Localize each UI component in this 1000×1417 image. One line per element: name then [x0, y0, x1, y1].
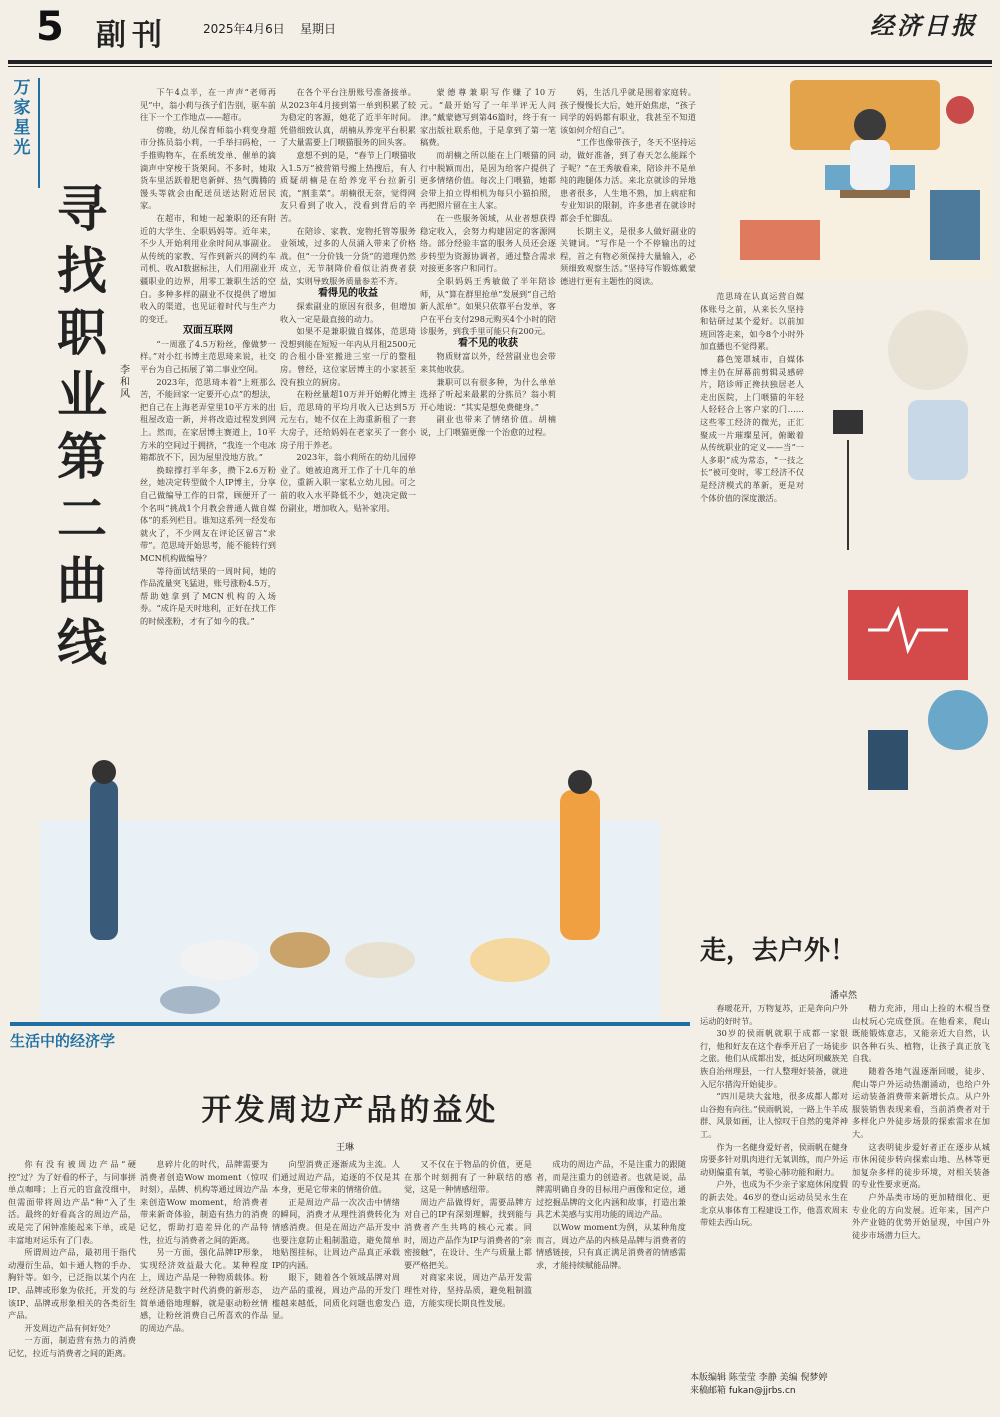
- econ-headline: 开发周边产品的益处: [201, 1093, 499, 1128]
- feature2-byline: 潘卓然: [830, 991, 858, 1001]
- subhead-2: 看得见的收益: [318, 287, 378, 299]
- feature-byline: 李和风: [120, 365, 130, 400]
- article-column-3: 蒙德尊兼职写作赚了10万元。“最开始写了一年半评无人问津。”戴蒙德写到第46篇时，终于有一家出版社联系他，于是拿到了第一笔稿费。 而胡楠之所以能在上门喂猫的同行中脱颖而出，是因为给客户提供了更多情绪价值。每次上门喂猫，她都会带上拍立得相机为每只小猫拍照，再把照片留在主人家。 在一些服务领域，从业者想获得稳定收入，会努力构建固定的客源网络。部分经验丰富的服务人员还会逐步转型为资源协调者，通过整合需求对接更多客户和同行。 全职妈妈王秀敏做了半年陪诊师，从“算在群里抢单”发展到“自己给新人派单”。如果只依靠平台发单，客户在平台支付298元购买4个小时的陪诊服务，到我手里可能只有200元。 看不见的收获 物质财富以外，经营副业也会带来其他收获。 兼职可以有很多种，为什么单单选择了听起来最累的分拣员？翁小莉开心地说：“其实是想免费健身。” 副业也带来了情绪价值。胡楠说，上门喂猫更像一个治愈的过程。: [420, 87, 556, 438]
- masthead-rule-thin: [8, 66, 992, 67]
- econ-column-4: 又不仅在于物品的价值，更是在那个时刻拥有了一种联结的感觉，这是一种情感纽带。 周边产品做得好，需要品牌方对自己的IP有深刻理解，找到能与消费者产生共鸣的核心元素。同时，周边产品作为IP与消费者的“亲密接触”，在设计、生产与质量上都要严格把关。 对商家来说，周边产品开发需理性对待，坚持品质，避免粗制滥造，方能实现长期良性发展。: [404, 1159, 532, 1308]
- subhead-3: 看不见的收获: [458, 337, 518, 349]
- feature2-headline: 走，去户外！: [700, 936, 857, 966]
- article-column-4: 妈，生活几乎就是围着家庭转。孩子慢慢长大后，她开始焦虑，“孩子同学的妈妈都有职业，我甚至不知道该如何介绍自己”。 “工作也像带孩子，冬天不坚持运动，做好准备，到了春天怎么能踩个子呢？”在王秀敏看来，陪诊并不是单纯的跑腿体力活。来北京就诊的异地患者很多，人生地不熟，加上病症和专业知识的限制，许多患者在就诊时都会手忙脚乱。 长期主义，是很多人做好副业的关键词。“写作是一个不停输出的过程，首之有物必须保持大量输入，必须细致观察生活。”坚持写作锻炼戴蒙德进行更有主题性的阅读。: [560, 87, 696, 286]
- masthead: [0, 0, 1000, 58]
- submission-email: 来稿邮箱 fukan@jjrbs.cn: [690, 1386, 796, 1396]
- subhead-1: 双面互联网: [183, 325, 233, 337]
- home-worker-illustration: [720, 70, 992, 280]
- outdoor-column-2: 精力充沛，用山上捡的木棍当登山杖玩心完成登顶。在他看来，爬山既能锻炼意志，又能亲近大自然，认识各种石头、植物，让孩子真正放飞自我。 随着各地气温逐渐回暖，徒步、爬山等户外运动热潮涌动，也给户外运动装备消费带来新增长点。从户外服装销售表现来看，当前消费者对于多样化户外徒步场景的探索需求在加大。 这表明徒步爱好者正在逐步从城市休闲徒步转向探索山地、丛林等更加复杂多样的徒步环境，对相关装备的专业性要求更高。 户外品类市场的更加精细化、更专业化的方向发展。近年来，国产户外产业链的优势开始显现，中国户外徒步市场潜力巨大。: [852, 1003, 990, 1240]
- page-number: 5: [36, 4, 64, 50]
- feature-headline: 寻找职业第二曲线: [57, 179, 107, 672]
- article-intro: 下午4点半，在一声声“老师再见”中，翁小莉与孩子们告别，驱车前往下一个工作地点——超市。: [140, 87, 276, 123]
- section-title: 副刊: [96, 18, 168, 53]
- econ-column-5: 成功的周边产品，不是注重力的跟随者，而是注重力的创造者。也就是说，品牌需明确自身的目标用户画像和定位，通过挖掘品牌的文化内涵和故事，打造出兼具艺术美感与实用功能的周边产品。 以Wow moment为例，从某种角度而言，周边产品的内核是品牌与消费者的情感链接，只有真正满足消费者的情感需求，才能持续赋能品牌。: [536, 1159, 686, 1270]
- econ-rule: [10, 1022, 690, 1026]
- livestream-illustration: [808, 290, 992, 810]
- issue-weekday: 星期日: [300, 22, 337, 36]
- outdoor-column-1: 春暖花开，万物复苏，正是奔向户外运动的好时节。 30岁的侯雨帆就职于成都一家银行，他和好友在这个春季开启了一场徒步之旅。他们从成都出发，抵达阿坝藏族羌族自治州理县，一行人整理好装备，就进入尼尔措沟开始徒步。 “四川是块大盆地，很多成都人都对山谷抱有向往。”侯雨帆说，一路上牛羊成群、风景如画，让人惊叹于自然的鬼斧神工。 作为一名健身爱好者，侯雨帆在健身房要多针对肌肉进行无氧训练，而户外运动则偏重有氧，考验心肺功能和耐力。 户外，也成为不少亲子家庭休闲度假的新去处。46岁的登山运动员吴永生在北京从事体育工程建设工作，他喜欢周末带娃去西山玩。: [700, 1003, 848, 1228]
- econ-column-tag: 生活中的经济学: [10, 1032, 116, 1050]
- article-column-5: 范思琦在认真运营自媒体账号之前，从来长久坚持和钻研过某个爱好。以前加班回答走来，如今8个小时外加直播也不觉得累。 暮色笼罩城市，自媒体博主仍在屏幕前剪辑灵感碎片，陪诊师正搀扶独居老人走出医院，上门喂猫的年轻人轻轻合上客户家的门……这些零工经济的微光，正汇聚成一片璀璨星河，俯瞰着从传统职业的定义——当“一人多职”成为常态，“一技之长”被可变时，零工经济不仅是经济模式的革新，更是对个体价值的深度激活。: [700, 291, 804, 503]
- econ-column-3: 向型消费正逐渐成为主流。人们通过周边产品，追逐的不仅是其本身，更是它带来的情绪价值。 正是周边产品一次次击中情绪的瞬间，消费才从理性消费转化为情感消费。但是在周边产品开发中也要注意防止粗制滥造，避免简单地贴图挂标，让周边产品真正承载IP的内涵。 眼下，随着各个领域品牌对周边产品的重视，周边产品的开发门槛越来越低，同质化问题也愈发凸显。: [272, 1159, 400, 1321]
- editor-credits: [690, 1370, 990, 1410]
- econ-column-1: 你有没有被周边产品“硬控”过？为了好看的杯子，与同事拼单点咖啡；上百元的盲盒没细中，但需面带将周边产品“种”入了生活。最终的好看高含的周边产品，或是完了闲钟准能起来下单，或是丰富地对运乐有了门表。 所谓周边产品，最初用于指代动漫衍生品，如卡通人物的手办、胸针等。如今，已泛指以某个内在IP、品牌或形象为依托，开发的与该IP、品牌或形象相关的各类衍生产品。 开发周边产品有何好处？ 一方面，制造营有热力的消费记忆，拉近与消费者之间的距离。: [8, 1159, 136, 1358]
- econ-column-2: 息碎片化的时代，品牌需要为消费者创造Wow moment（惊叹时刻），品牌、机构等通过周边产品来创造Wow moment，给消费者带来新奇体验，制造有热力的消费记忆，帮助打造差异化的产品特性，拉近与消费者之间的距离。 另一方面，强化品牌IP形象，实现经济效益最大化。某种程度上，周边产品是一种物质载体。粉丝经济是数字时代消费的新形态，简单通俗地理解，就是驱动粉丝情感，让粉丝消费自己所喜欢的作品的周边产品。: [140, 1159, 268, 1333]
- article-column-1: 下午4点半，在一声声“老师再见”中，翁小莉与孩子们告别，驱车前往下一个工作地点——超市。 傍晚，幼儿保育师翁小莉变身超市分拣员翁小莉，一手举扫码枪，一手推购物车，在系统发单、催单的滴滴声中穿梭于货架间。不多时，她取货车里活跃着肥皂新鲜、热气腾腾的馒头等就会由配送员送达附近居民家。 在超市，和她一起兼职的还有附近的大学生、全职妈妈等。近年来，不少人开始利用业余时间从事副业。从传统的家教、写作到新兴的网约车司机、收AI数据标注，人们用副业开疆职业的边界，用零工兼职生活的空白。多种多样的副业不仅提供了增加收入的渠道，也见证着时代与生产力的变迁。 双面互联网 “一周涨了4.5万粉丝，像做梦一样。”对小红书博主范思琦来说，社交平台为自己拓展了第二事业空间。 2023年，范思琦本着“上班那么苦，不能回家一定要开心点”的想法，把自己在上海老弄堂里10平方米的出租屋改造一新，并将改造过程发到网上。然而，在家居博主赛道上，10平方米的空间过于拥挤，“我连一个电冰箱都放不下，因为屋里没地方放。” 换晾撑打半年多，攒下2.6万粉丝，她决定转型做个人IP博主，分享自己做编导工作的日常，顾便开了一个名叫“挑战1个月教会普通人做自媒体”的系列栏目。谁知这系列一经发布就火了，不少网友在评论区留言“求带”。范思琦开始思考，能不能转行到MCN机构做编导？ 等待面试结果的一周时间，她的作品流量突飞猛进，账号涨粉4.5万，帮助她拿到了MCN机构的入场券。“成许是天时地利，正好在找工作的时候涨粉，才有了如今的我。”: [140, 87, 276, 626]
- masthead-rule: [8, 60, 992, 64]
- paper-logo: 经济日报: [870, 11, 978, 40]
- column-tag-rule: [38, 78, 40, 188]
- article-column-2: 在各个平台注册账号准备接单。从2023年4月接到第一单到积累了较为稳定的客源，她花了近半年时间。凭借细致认真，胡楠从养宠平台积累了大量需要上门喂猫服务的回头客。 意想不到的是，“春节上门喂猫收入1.5万”被营销号搬上热搜后，有人质疑胡楠是在给养宠平台拉新引流，“割韭菜”。胡楠很无奈，觉得网友只看到了收入，没看到背后的辛苦。 在陪诊、家教、宠物托管等服务业领域，过多的人员涌入带来了价格战。但“一分价钱一分货”的道理仍然成立，无节制降价看似让消费者获益，实则导致服务质量参差不齐。 看得见的收益 探索副业的原因有很多，但增加收入一定是最直接的动力。 如果不是兼职做自媒体，范思琦没想到能在短短一年内从月租2500元的合租小卧室搬进三室一厅的整租房。曾经，这位家居博主的小家甚至没有独立的厨房。 在粉丝量超10万并开始孵化博主后，范思琦的平均月收入已达到5万元左右，她不仅在上海重新租了一套大房子，还给妈妈在老家买了一套小房子用于养老。 2023年，翁小莉所在的幼儿园停业了。她被迫离开工作了十几年的单位，重新入职一家私立幼儿园。可之前的收入水平降低不少，她决定做一份副业，增加收入，贴补家用。: [280, 87, 416, 513]
- column-tag: 万家星光: [13, 78, 31, 158]
- dog-walker-illustration: [40, 760, 660, 1020]
- issue-date: 2025年4月6日: [203, 22, 285, 36]
- editor-line: 本版编辑 陈莹莹 李静 美编 倪梦婷: [690, 1373, 828, 1383]
- econ-byline: 王琳: [335, 1143, 354, 1153]
